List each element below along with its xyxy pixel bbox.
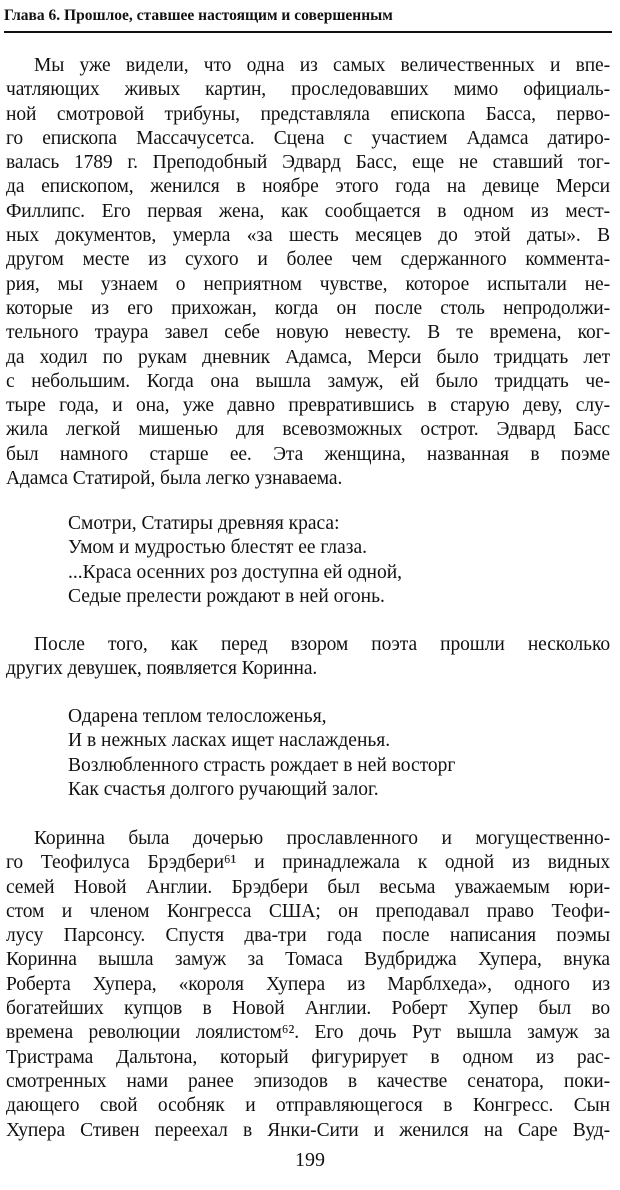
paragraph3-line: стом и членом Конгресса США; он преподавал право Теофи- — [6, 900, 610, 922]
paragraph-2 — [6, 633, 610, 682]
paragraph3-line: лусу Парсонсу. Спустя два-три года после написания поэмы — [6, 925, 610, 947]
paragraph1-line: Мы уже видели, что одна из самых величественных и впе- — [34, 55, 610, 76]
paragraph1-line: да ходил по рукам дневник Адамса, Мерси было тридцать лет — [6, 346, 610, 368]
paragraph3-line: Роберта Хупера, «короля Хупера из Марблхеда», одного из — [6, 973, 610, 995]
verse2-line: Как счастья долгого ручающий залог. — [68, 778, 379, 800]
paragraph-3 — [6, 827, 610, 1143]
verse-statira — [68, 512, 588, 609]
running-header: Глава 6. Прошлое, ставшее настоящим и совершенным — [4, 7, 393, 24]
paragraph1-line: другом месте из сухого и более чем сдержанного коммента- — [6, 249, 610, 271]
paragraph3-line: семей Новой Англии. Брэдбери был весьма уважаемым юри- — [6, 876, 610, 898]
paragraph1-line: с небольшим. Когда она вышла замуж, ей было тридцать че- — [6, 370, 610, 392]
paragraph1-line: Филлипс. Его первая жена, как сообщается в одном из мест- — [6, 200, 610, 222]
paragraph1-line: тельного траура завел себе новую невесту. В те времена, ког- — [6, 322, 610, 344]
paragraph3-line: богатейших купцов в Новой Англии. Роберт Хупер был во — [6, 998, 610, 1020]
paragraph1-line: тыре года, и она, уже давно превратившись в старую деву, слу- — [6, 395, 610, 417]
paragraph1-line: го епископа Массачусетса. Сцена с участием Адамса датиро- — [6, 127, 610, 149]
verse1-line: ...Краса осенних роз доступна ей одной, — [68, 561, 403, 583]
paragraph1-line: которые из его прихожан, когда он после столь непродолжи- — [6, 297, 610, 319]
paragraph3-line: Хупера Стивен переехал в Янки-Сити и женился на Саре Вуд- — [6, 1119, 610, 1141]
paragraph1-line: рия, мы узнаем о неприятном чувстве, которое испытали не- — [6, 273, 610, 295]
verse2-line: Одарена теплом телосложенья, — [68, 706, 327, 727]
paragraph1-line: да епископом, женился в ноябре этого года на девице Мерси — [6, 176, 610, 198]
paragraph3-line: смотренных нами ранее эпизодов в качестве сенатора, поки- — [6, 1070, 610, 1092]
paragraph1-line: валась 1789 г. Преподобный Эдвард Басс, еще не ставший тог- — [6, 152, 610, 174]
paragraph1-line: ных документов, умерла «за шесть месяцев до этой даты». В — [6, 225, 610, 247]
paragraph3-line: Коринна вышла замуж за Томаса Вудбриджа Хупера, внука — [6, 949, 610, 971]
paragraph1-line: был намного старше ее. Эта женщина, названная в поэме — [6, 443, 610, 465]
paragraph2-line: После того, как перед взором поэта прошли несколько — [34, 634, 610, 655]
paragraph-1 — [6, 54, 610, 491]
verse1-line: Смотри, Статиры древняя краса: — [68, 513, 340, 534]
paragraph1-line: Адамса Статирой, была легко узнаваема. — [6, 468, 343, 490]
verse2-line: Возлюбленного страсть рождает в ней восторг — [68, 754, 456, 776]
paragraph2-line: других девушек, появляется Коринна. — [6, 658, 318, 680]
paragraph1-line: ной смотровой трибуны, представляла епископа Басса, перво- — [6, 103, 610, 125]
verse2-line: И в нежных ласках ищет наслажденья. — [68, 730, 391, 752]
verse1-line: Умом и мудростью блестят ее глаза. — [68, 537, 368, 559]
paragraph3-line: времена революции лоялистом⁶². Его дочь Рут вышла замуж за — [6, 1022, 610, 1044]
paragraph1-line: чатляющих живых картин, проследовавших мимо официаль- — [6, 79, 610, 101]
paragraph3-line: дающего свой особняк и отправляющегося в Конгресс. Сын — [6, 1095, 610, 1117]
paragraph3-line: Тристрама Дальтона, который фигурирует в одном из рас- — [6, 1046, 610, 1068]
page-number: 199 — [295, 1149, 325, 1171]
verse-corinna — [68, 705, 588, 802]
verse1-line: Седые прелести рождают в ней огонь. — [68, 585, 385, 607]
paragraph3-line: го Теофилуса Брэдбери⁶¹ и принадлежала к одной из видных — [6, 852, 610, 874]
paragraph3-line: Коринна была дочерью прославленного и могущественно- — [34, 828, 610, 849]
header-rule — [4, 31, 612, 33]
paragraph1-line: жила легкой мишенью для всевозможных острот. Эдвард Басс — [6, 419, 610, 441]
